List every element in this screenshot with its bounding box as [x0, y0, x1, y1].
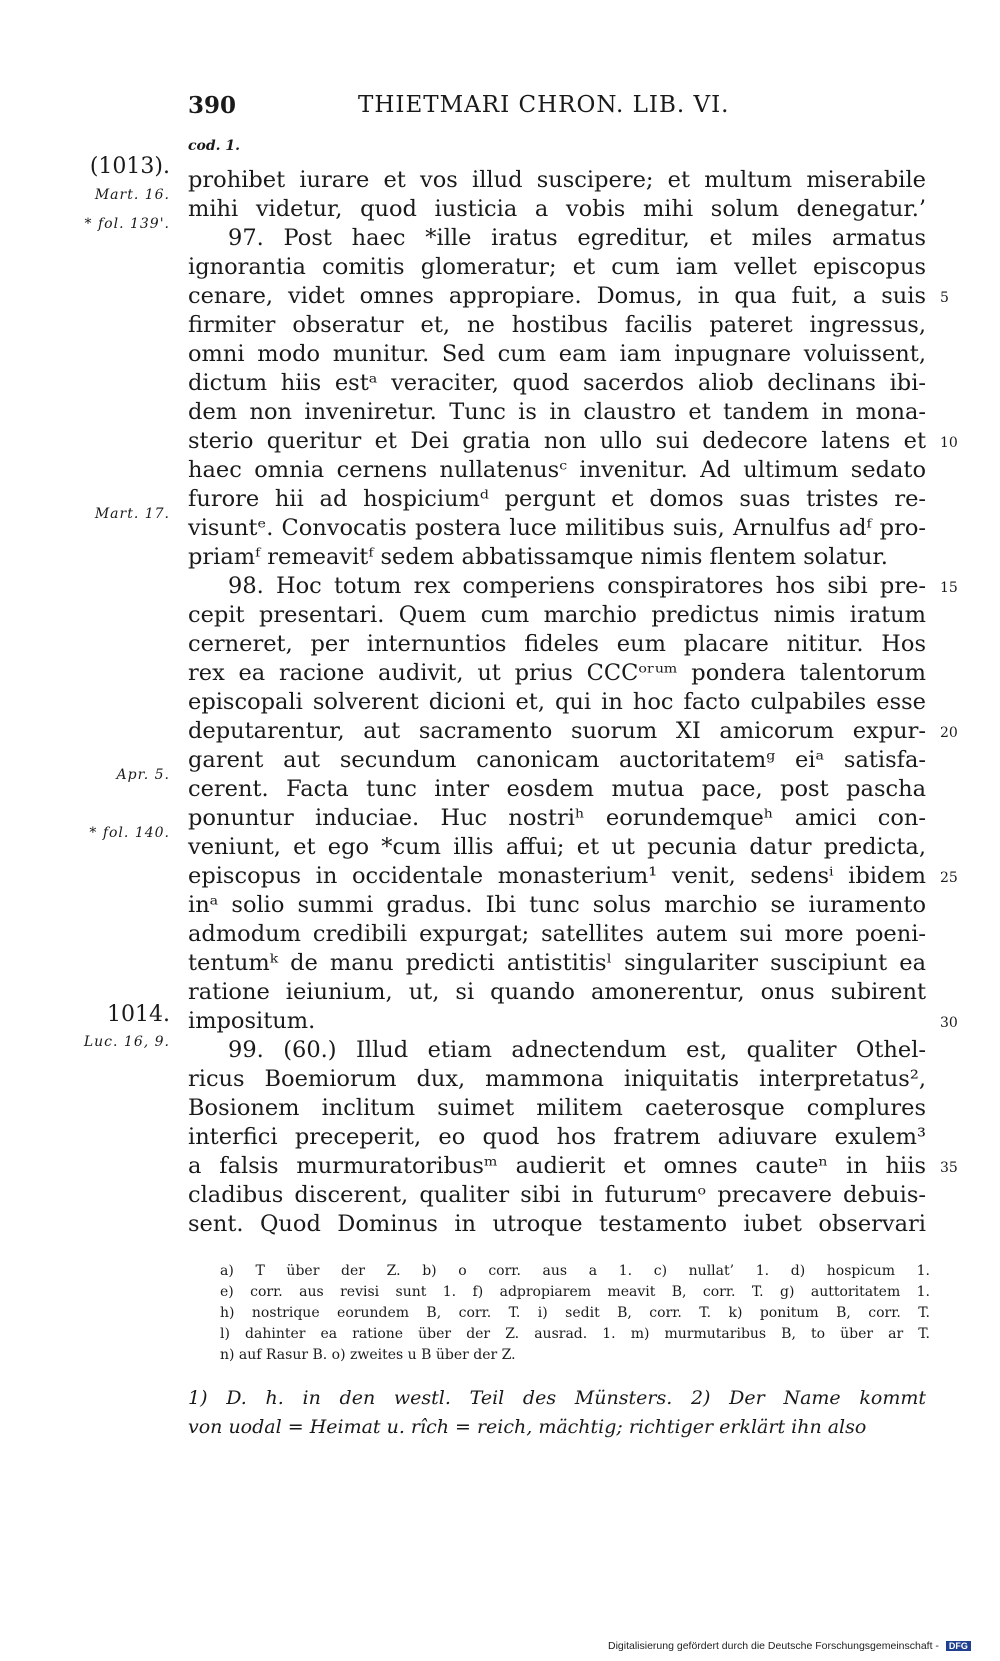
- text-line: admodum credibili expurgat; satellites autem sui more poeni-: [188, 921, 926, 947]
- critical-apparatus: [220, 1261, 930, 1366]
- explanatory-notes: [188, 1384, 926, 1442]
- text-line: mihi videtur, quod iusticia a vobis mihi solum denegatur.’: [188, 196, 926, 222]
- apparatus-row: h) nostrique eorundem B, corr. T. i) sedit B, corr. T. k) ponitum B, corr. T.: [220, 1305, 930, 1321]
- text-line: inᵃ solio summi gradus. Ibi tunc solus marchio se iuramento: [188, 892, 926, 918]
- margin-folio-139: * fol. 139'.: [84, 216, 170, 232]
- text-line: rex ea racione audivit, ut prius CCCᵒʳᵘᵐ pondera talentorum: [188, 660, 926, 686]
- line-number: 10: [940, 435, 958, 451]
- text-line: cerent. Facta tunc inter eosdem mutua pace, post pascha: [188, 776, 926, 802]
- line-number: 20: [940, 725, 958, 741]
- text-line: garent aut secundum canonicam auctoritatemᵍ eiᵃ satisfa-: [188, 747, 926, 773]
- text-line: cepit presentari. Quem cum marchio predictus nimis iratum: [188, 602, 926, 628]
- margin-date-mart17: Mart. 17.: [94, 506, 170, 522]
- line-number: 15: [940, 580, 958, 596]
- dfg-logo: DFG: [946, 1641, 971, 1651]
- margin-date-apr5: Apr. 5.: [116, 767, 170, 783]
- line-number: 5: [940, 290, 949, 306]
- text-line: dictum hiis estᵃ veraciter, quod sacerdos aliob declinans ibi-: [188, 370, 926, 396]
- apparatus-row: l) dahinter ea ratione über der Z. ausrad. 1. m) murmutaribus B, to über ar T.: [220, 1326, 930, 1342]
- text-line: dem non inveniretur. Tunc is in claustro et tandem in mona-: [188, 399, 926, 425]
- text-line: veniunt, et ego *cum illis affui; et ut pecunia datur predicta,: [188, 834, 926, 860]
- text-line: episcopali solverent dicioni et, qui in hoc facto culpabiles esse: [188, 689, 926, 715]
- text-line: omni modo munitur. Sed cum eam iam inpugnare voluissent,: [188, 341, 926, 367]
- line-number: 30: [940, 1015, 958, 1031]
- text-line: firmiter obseratur et, ne hostibus facilis pateret ingressus,: [188, 312, 926, 338]
- text-line: visuntᵉ. Convocatis postera luce militibus suis, Arnulfus adᶠ pro-: [188, 515, 926, 541]
- text-line: ricus Boemiorum dux, mammona iniquitatis interpretatus²,: [188, 1066, 926, 1092]
- text-line: tentumᵏ de manu predicti antistitisˡ singulariter suscipiunt ea: [188, 950, 926, 976]
- dfg-credit: [608, 1640, 971, 1652]
- text-line: impositum.: [188, 1008, 316, 1034]
- cod-line: cod. 1.: [188, 138, 241, 154]
- margin-date-mart16: Mart. 16.: [94, 187, 170, 203]
- text-line: deputarentur, aut sacramento suorum XI amicorum expur-: [188, 718, 926, 744]
- apparatus-row: a) T über der Z. b) o corr. aus a 1. c) nullat’ 1. d) hospicum 1.: [220, 1263, 930, 1279]
- text-line: Bosionem inclitum suimet militem caeterosque complures: [188, 1095, 926, 1121]
- text-line: 99. (60.) Illud etiam adnectendum est, qualiter Othel-: [228, 1037, 926, 1063]
- text-line: prohibet iurare et vos illud suscipere; et multum miserabile: [188, 167, 926, 193]
- margin-folio-140: * fol. 140.: [89, 825, 170, 841]
- text-line: 97. Post haec *ille iratus egreditur, et miles armatus: [228, 225, 926, 251]
- text-line: sterio queritur et Dei gratia non ullo sui dedecore latens et: [188, 428, 926, 454]
- line-number: 25: [940, 870, 958, 886]
- page-number: 390: [188, 92, 237, 119]
- apparatus-row: n) auf Rasur B. o) zweites u B über der Z.: [220, 1347, 516, 1363]
- text-line: episcopus in occidentale monasterium¹ venit, sedensⁱ ibidem: [188, 863, 926, 889]
- text-line: 98. Hoc totum rex comperiens conspiratores hos sibi pre-: [228, 573, 926, 599]
- dfg-credit-text: Digitalisierung gefördert durch die Deutsche Forschungsgemeinschaft -: [608, 1640, 939, 1652]
- margin-year-1014: 1014.: [107, 1002, 170, 1027]
- text-line: interfici preceperit, eo quod hos fratrem adiuvare exulem³: [188, 1124, 926, 1150]
- note-row: von uodal = Heimat u. rîch = reich, mächtig; richtiger erklärt ihn also: [188, 1416, 867, 1438]
- margin-year-1013: (1013).: [89, 154, 170, 179]
- text-line: a falsis murmuratoribusᵐ audierit et omnes cauteⁿ in hiis: [188, 1153, 926, 1179]
- text-line: cladibus discerent, qualiter sibi in futurumᵒ precavere debuis-: [188, 1182, 926, 1208]
- page-header: [188, 92, 926, 126]
- text-line: priamᶠ remeavitᶠ sedem abbatissamque nimis flentem solatur.: [188, 544, 888, 570]
- text-line: furore hii ad hospiciumᵈ pergunt et domos suas tristes re-: [188, 486, 926, 512]
- apparatus-row: e) corr. aus revisi sunt 1. f) adpropiarem meavit B, corr. T. g) auttoritatem 1.: [220, 1284, 930, 1300]
- running-title: THIETMARI CHRON. LIB. VI.: [358, 92, 730, 118]
- text-line: cerneret, per internuntios fideles eum placare nititur. Hos: [188, 631, 926, 657]
- note-row: 1) D. h. in den westl. Teil des Münsters. 2) Der Name kommt: [188, 1387, 926, 1409]
- text-line: sent. Quod Dominus in utroque testamento iubet observari: [188, 1211, 926, 1237]
- text-line: haec omnia cernens nullatenusᶜ invenitur. Ad ultimum sedato: [188, 457, 926, 483]
- text-line: ignorantia comitis glomeratur; et cum iam vellet episcopus: [188, 254, 926, 280]
- margin-ref-luc: Luc. 16, 9.: [83, 1034, 170, 1050]
- line-number: 35: [940, 1160, 958, 1176]
- text-line: ratione ieiunium, ut, si quando amonerentur, onus subirent: [188, 979, 926, 1005]
- text-line: cenare, videt omnes appropiare. Domus, in qua fuit, a suis: [188, 283, 926, 309]
- text-line: ponuntur induciae. Huc nostriʰ eorundemqueʰ amici con-: [188, 805, 926, 831]
